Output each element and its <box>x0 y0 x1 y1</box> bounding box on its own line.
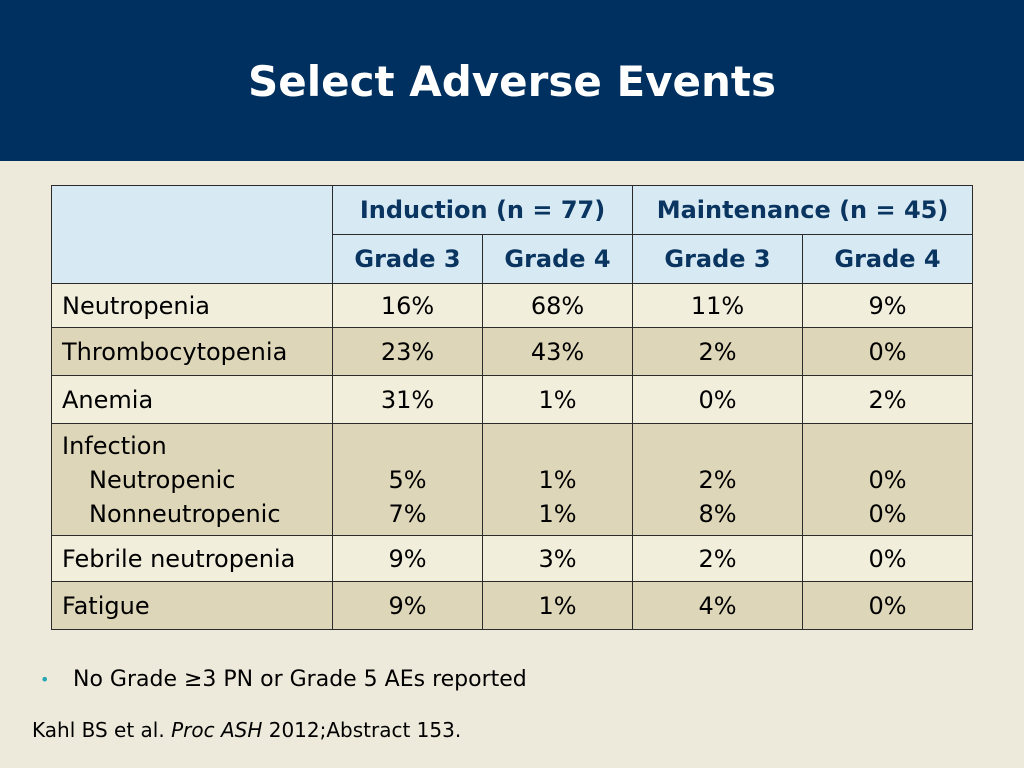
table-cell: 0% <box>633 376 803 424</box>
table-row <box>52 284 973 328</box>
table-row-infection <box>52 424 973 536</box>
cell-value: 0% <box>868 499 907 528</box>
citation-journal: Proc ASH <box>171 718 263 742</box>
row-label: Thrombocytopenia <box>52 328 333 376</box>
table-cell: 2% <box>803 376 973 424</box>
table-cell: 0% <box>803 328 973 376</box>
bullet-dot-icon: • <box>40 670 50 689</box>
table-cell: 68% <box>483 284 633 328</box>
maintenance-grade4-header: Grade 4 <box>803 235 973 284</box>
table-cell: 1% <box>483 376 633 424</box>
row-label: Neutropenia <box>52 284 333 328</box>
table-cell: 2% <box>633 536 803 582</box>
table-cell <box>483 424 633 536</box>
empty-header-cell <box>52 186 333 284</box>
table-cell: 1% <box>483 582 633 630</box>
bullet-text: No Grade ≥3 PN or Grade 5 AEs reported <box>73 667 527 692</box>
table-row <box>52 582 973 630</box>
table-row <box>52 536 973 582</box>
table-cell: 3% <box>483 536 633 582</box>
table-cell <box>633 424 803 536</box>
table-cell: 16% <box>333 284 483 328</box>
adverse-events-table <box>51 185 973 630</box>
table-cell: 2% <box>633 328 803 376</box>
maintenance-grade3-header: Grade 3 <box>633 235 803 284</box>
induction-header: Induction (n = 77) <box>333 186 633 235</box>
induction-grade4-header: Grade 4 <box>483 235 633 284</box>
table-cell: 9% <box>333 582 483 630</box>
cell-value: 1% <box>538 499 577 528</box>
row-label: Fatigue <box>52 582 333 630</box>
row-label: Febrile neutropenia <box>52 536 333 582</box>
table-cell: 9% <box>803 284 973 328</box>
row-label <box>52 424 333 536</box>
induction-grade3-header: Grade 3 <box>333 235 483 284</box>
table-cell: 0% <box>803 582 973 630</box>
cell-value: 0% <box>868 465 907 494</box>
table-cell: 9% <box>333 536 483 582</box>
table-cell: 23% <box>333 328 483 376</box>
bullet-note <box>40 666 527 694</box>
citation-authors: Kahl BS et al. <box>32 718 165 742</box>
table-row <box>52 328 973 376</box>
citation-details: 2012;Abstract 153. <box>268 718 462 742</box>
cell-value: 5% <box>388 465 427 494</box>
table-cell: 0% <box>803 536 973 582</box>
table-cell <box>333 424 483 536</box>
neutropenic-label: Neutropenic <box>89 465 236 494</box>
nonneutropenic-label: Nonneutropenic <box>89 499 281 528</box>
table-cell: 4% <box>633 582 803 630</box>
cell-value: 8% <box>698 499 737 528</box>
infection-label: Infection <box>62 431 167 460</box>
cell-value: 2% <box>698 465 737 494</box>
cell-value: 1% <box>538 465 577 494</box>
group-header-row <box>52 186 973 235</box>
table-cell: 43% <box>483 328 633 376</box>
slide-title: Select Adverse Events <box>248 57 776 106</box>
maintenance-header: Maintenance (n = 45) <box>633 186 973 235</box>
table-cell: 31% <box>333 376 483 424</box>
row-label: Anemia <box>52 376 333 424</box>
table-cell: 11% <box>633 284 803 328</box>
table-cell <box>803 424 973 536</box>
table-row <box>52 376 973 424</box>
cell-value: 7% <box>388 499 427 528</box>
citation <box>32 716 461 744</box>
